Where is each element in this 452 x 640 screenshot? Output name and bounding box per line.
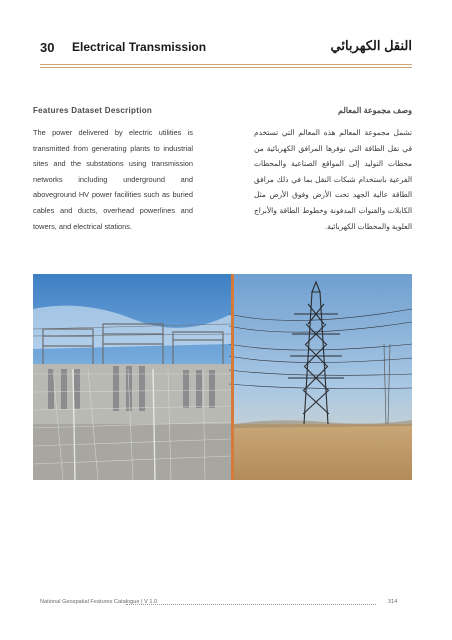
footer-separator: | [141,599,143,605]
page-title-ar: النقل الكهربائي [330,38,412,53]
transmission-tower-photo [229,274,412,480]
header-rule-bottom [40,67,412,68]
description-ar: تشمل مجموعة المعالم هذه المعالم التي تستخدم في نقل الطاقة التي توفرها المرافق الكهربائية من محطات التوليد إلى المواقع الصناعية والمحطات الفرعية باستخدام شبكات النقل بما في ذلك مرافق الطاقة عالية الجهد تحت الأرض وفوق الأرض مثل الكابلات والقنوات المدفونة وخطوط الطاقة والأبراج العلوية والمحطات الكهربائية. [254,128,412,231]
page-number: 30 [40,40,55,55]
substation-photo [33,274,231,480]
section-heading-ar: وصف مجموعة المعالم [338,106,412,115]
header-rule-top [40,64,412,65]
page-title-en: Electrical Transmission [72,40,207,54]
footer-version: V 1.0 [144,599,158,605]
footer-catalogue-name: National Geospatial Features Catalogue [40,599,140,605]
footer-page-number: 314 [388,599,398,605]
photo-divider [231,274,234,480]
photo-strip [33,274,412,480]
footer-dotted-leader [126,600,376,605]
section-heading-en: Features Dataset Description [33,106,153,115]
description-en: The power delivered by electric utilities is transmitted from generating plants to industrial sites and the substations using transmission networks including underground and aboveground HV power facilities such as buried cables and ducts, overhead powerlines and towers, and electrical stations. [33,128,193,231]
